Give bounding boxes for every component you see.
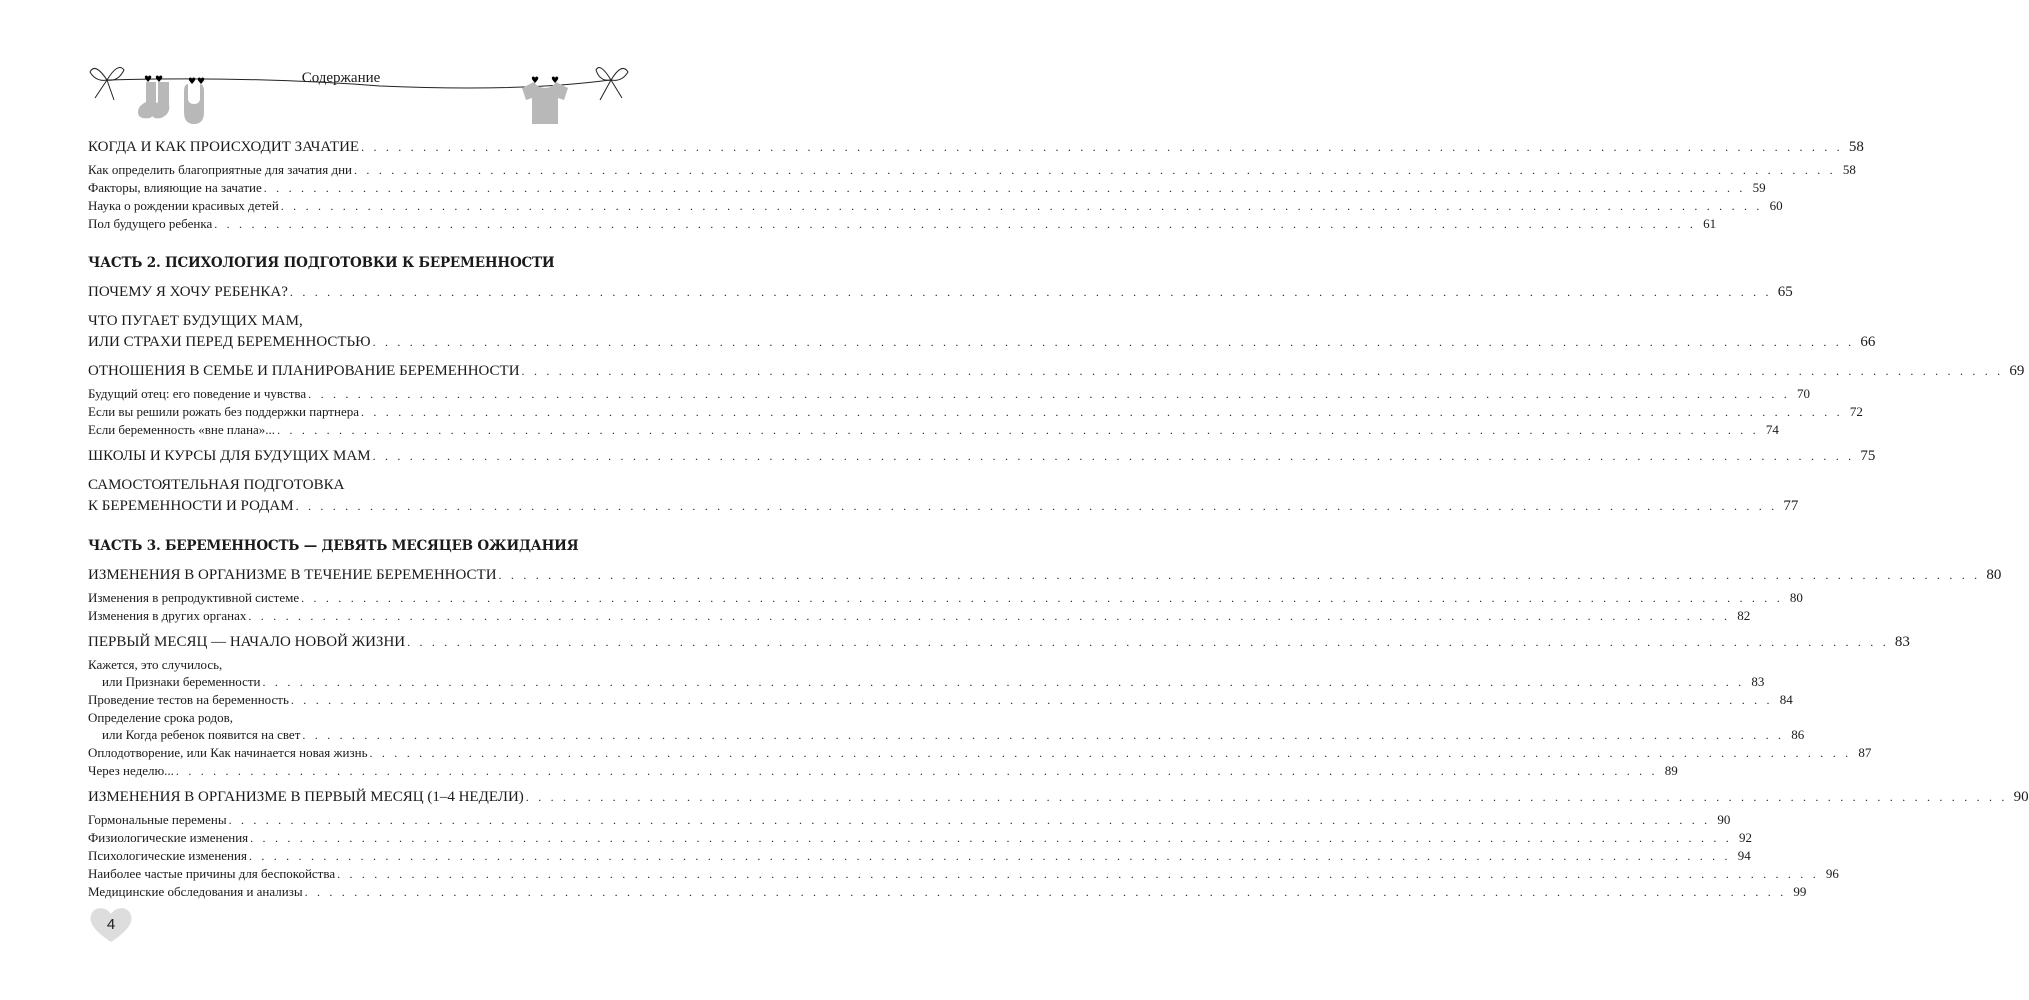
entry-title: Медицинские обследования и анализы: [88, 884, 303, 899]
entry-title: ИЗМЕНЕНИЯ В ОРГАНИЗМЕ В ТЕЧЕНИЕ БЕРЕМЕННОСТИ: [88, 567, 497, 583]
entry-title: ИЗМЕНЕНИЯ В ОРГАНИЗМЕ В ПЕРВЫЙ МЕСЯЦ (1–4 НЕДЕЛИ): [88, 789, 524, 805]
page-header: [0, 0, 682, 130]
toc-chapter-entry[interactable]: [88, 312, 1876, 352]
svg-text:♥: ♥: [551, 76, 560, 86]
entry-title: Оплодотворение, или Как начинается новая жизнь: [88, 745, 368, 760]
dot-leader: . . . . . . . . . . . . . . . . . . . . . . . . . . . . . . . . . . . . . . . . . . . . . . . . . . . . . . . . . . . . . . . . . . . . . . . . . . . . . . . . . . . . . . . . . . . . . . . . . . . . . . . . . . . . . . . . . . . . . . . .: [228, 813, 1711, 827]
toc-section: [88, 536, 2029, 901]
entry-title: Наука о рождении красивых детей: [88, 198, 279, 213]
page-ref: 58: [1842, 162, 1856, 177]
toc-subentry[interactable]: [88, 179, 1766, 197]
entry-title: ЧТО ПУГАЕТ БУДУЩИХ МАМ,: [88, 313, 303, 329]
toc-section: [88, 138, 1864, 233]
toc-subentry[interactable]: [88, 589, 1803, 607]
part-heading: ЧАСТЬ 2. ПСИХОЛОГИЯ ПОДГОТОВКИ К БЕРЕМЕННОСТИ: [88, 255, 555, 271]
toc-subentry[interactable]: [88, 847, 1751, 865]
page-ref: 65: [1777, 284, 1793, 300]
entry-title: Факторы, влияющие на зачатие: [88, 180, 262, 195]
page-number: 4: [106, 916, 116, 933]
dot-leader: . . . . . . . . . . . . . . . . . . . . . . . . . . . . . . . . . . . . . . . . . . . . . . . . . . . . . . . . . . . . . . . . . . . . . . . . . . . . . . . . . . . . . . . . . . . . . . . . . . . . . . . . . . . . . . . . . . . . . . . .: [301, 591, 1783, 605]
entry-title: Если беременность «вне плана»...: [88, 422, 276, 437]
page-ref: 83: [1894, 634, 1910, 650]
dot-leader: . . . . . . . . . . . . . . . . . . . . . . . . . . . . . . . . . . . . . . . . . . . . . . . . . . . . . . . . . . . . . . . . . . . . . . . . . . . . . . . . . . . . . . . . . . . . . . . . . . . . . . . . . . . . . . . . . . . . . . . .: [372, 449, 1855, 463]
page-ref: 77: [1783, 498, 1799, 514]
page-ref: 83: [1751, 674, 1765, 689]
dot-leader: . . . . . . . . . . . . . . . . . . . . . . . . . . . . . . . . . . . . . . . . . . . . . . . . . . . . . . . . . . . . . . . . . . . . . . . . . . . . . . . . . . . . . . . . . . . . . . . . . . . . . . . . . . . . . . . . . . . . . . . .: [263, 181, 1746, 195]
clothesline-decoration: [0, 0, 682, 130]
dot-leader: . . . . . . . . . . . . . . . . . . . . . . . . . . . . . . . . . . . . . . . . . . . . . . . . . . . . . . . . . . . . . . . . . . . . . . . . . . . . . . . . . . . . . . . . . . . . . . . . . . . . . . . . . . . . . . . . . . . . . . . .: [302, 728, 1785, 742]
toc-subentry[interactable]: [88, 811, 1731, 829]
entry-title: Изменения в других органах: [88, 608, 247, 623]
dot-leader: . . . . . . . . . . . . . . . . . . . . . . . . . . . . . . . . . . . . . . . . . . . . . . . . . . . . . . . . . . . . . . . . . . . . . . . . . . . . . . . . . . . . . . . . . . . . . . . . . . . . . . . . . . . . . . . . . . . . . . . .: [290, 693, 1773, 707]
toc-subentry[interactable]: [88, 656, 1765, 691]
entry-title: Наиболее частые причины для беспокойства: [88, 866, 336, 881]
toc-subentry[interactable]: [88, 161, 1856, 179]
toc-subentry[interactable]: [88, 865, 1839, 883]
page-ref: 70: [1796, 386, 1810, 401]
dot-leader: . . . . . . . . . . . . . . . . . . . . . . . . . . . . . . . . . . . . . . . . . . . . . . . . . . . . . . . . . . . . . . . . . . . . . . . . . . . . . . . . . . . . . . . . . . . . . . . . . . . . . . . . . . . . . . . . . . . . . . . .: [361, 405, 1843, 419]
dot-leader: . . . . . . . . . . . . . . . . . . . . . . . . . . . . . . . . . . . . . . . . . . . . . . . . . . . . . . . . . . . . . . . . . . . . . . . . . . . . . . . . . . . . . . . . . . . . . . . . . . . . . . . . . . . . . . . . . . . . . . . .: [354, 163, 1836, 177]
entry-title: Изменения в репродуктивной системе: [88, 590, 300, 605]
page-ref: 96: [1825, 866, 1839, 881]
dot-leader: . . . . . . . . . . . . . . . . . . . . . . . . . . . . . . . . . . . . . . . . . . . . . . . . . . . . . . . . . . . . . . . . . . . . . . . . . . . . . . . . . . . . . . . . . . . . . . . . . . . . . . . . . . . . . . . . . . . . . . . .: [308, 387, 1790, 401]
dot-leader: . . . . . . . . . . . . . . . . . . . . . . . . . . . . . . . . . . . . . . . . . . . . . . . . . . . . . . . . . . . . . . . . . . . . . . . . . . . . . . . . . . . . . . . . . . . . . . . . . . . . . . . . . . . . . . . . . . . . . . . .: [214, 217, 1697, 231]
dot-leader: . . . . . . . . . . . . . . . . . . . . . . . . . . . . . . . . . . . . . . . . . . . . . . . . . . . . . . . . . . . . . . . . . . . . . . . . . . . . . . . . . . . . . . . . . . . . . . . . . . . . . . . . . . . . . . . . . . . . . . . .: [248, 609, 1731, 623]
page-ref: 84: [1779, 692, 1793, 707]
page-ref: 75: [1860, 448, 1876, 464]
entry-title: КОГДА И КАК ПРОИСХОДИТ ЗАЧАТИЕ: [88, 139, 360, 155]
page-ref: 60: [1769, 198, 1783, 213]
page-ref: 89: [1664, 763, 1678, 778]
entry-title: ШКОЛЫ И КУРСЫ ДЛЯ БУДУЩИХ МАМ: [88, 448, 371, 464]
toc-chapter-entry[interactable]: [88, 476, 1799, 516]
toc-subentry[interactable]: [88, 607, 1751, 625]
entry-title: Определение срока родов,: [88, 710, 234, 725]
dot-leader: . . . . . . . . . . . . . . . . . . . . . . . . . . . . . . . . . . . . . . . . . . . . . . . . . . . . . . . . . . . . . . . . . . . . . . . . . . . . . . . . . . . . . . . . . . . . . . . . . . . . . . . . . . . . . . . . . . . . . . . .: [521, 364, 2004, 378]
toc-section: [88, 253, 2025, 516]
entry-title: САМОСТОЯТЕЛЬНАЯ ПОДГОТОВКА: [88, 477, 345, 493]
page-ref: 82: [1737, 608, 1751, 623]
dot-leader: . . . . . . . . . . . . . . . . . . . . . . . . . . . . . . . . . . . . . . . . . . . . . . . . . . . . . . . . . . . . . . . . . . . . . . . . . . . . . . . . . . . . . . . . . . . . . . . . . . . . . . . . . . . . . . . . . . . . . . . .: [248, 849, 1731, 863]
page-ref: 90: [1717, 812, 1731, 827]
toc-subentry[interactable]: [88, 385, 1810, 403]
dot-leader: . . . . . . . . . . . . . . . . . . . . . . . . . . . . . . . . . . . . . . . . . . . . . . . . . . . . . . . . . . . . . . . . . . . . . . . . . . . . . . . . . . . . . . . . . . . . . . . . . . . . . . . . . . . . . . . . . . . . . . . .: [372, 335, 1855, 349]
toc-subentry[interactable]: [88, 709, 1805, 744]
toc-subentry[interactable]: [88, 744, 1872, 762]
shirt-icon: [522, 82, 568, 124]
page-ref: 72: [1849, 404, 1863, 419]
dot-leader: . . . . . . . . . . . . . . . . . . . . . . . . . . . . . . . . . . . . . . . . . . . . . . . . . . . . . . . . . . . . . . . . . . . . . . . . . . . . . . . . . . . . . . . . . . . . . . . . . . . . . . . . . . . . . . . . . . . . . . . .: [280, 199, 1763, 213]
toc-chapter-entry[interactable]: [88, 138, 1864, 157]
page-ref: 58: [1848, 139, 1864, 155]
toc-subentry[interactable]: [88, 762, 1678, 780]
part-heading: ЧАСТЬ 3. БЕРЕМЕННОСТЬ — ДЕВЯТЬ МЕСЯЦЕВ ОЖИДАНИЯ: [88, 538, 579, 554]
entry-title: ПЕРВЫЙ МЕСЯЦ — НАЧАЛО НОВОЙ ЖИЗНИ: [88, 634, 406, 650]
svg-text:♥: ♥: [155, 75, 164, 85]
dot-leader: . . . . . . . . . . . . . . . . . . . . . . . . . . . . . . . . . . . . . . . . . . . . . . . . . . . . . . . . . . . . . . . . . . . . . . . . . . . . . . . . . . . . . . . . . . . . . . . . . . . . . . . . . . . . . . . . . . . . . . . .: [337, 867, 1819, 881]
toc-chapter-entry[interactable]: [88, 633, 1910, 652]
toc-chapter-entry[interactable]: [88, 447, 1876, 466]
page-ref: 87: [1858, 745, 1872, 760]
dot-leader: . . . . . . . . . . . . . . . . . . . . . . . . . . . . . . . . . . . . . . . . . . . . . . . . . . . . . . . . . . . . . . . . . . . . . . . . . . . . . . . . . . . . . . . . . . . . . . . . . . . . . . . . . . . . . . . . . . . . . . . .: [295, 499, 1778, 513]
entry-title: ОТНОШЕНИЯ В СЕМЬЕ И ПЛАНИРОВАНИЕ БЕРЕМЕННОСТИ: [88, 363, 520, 379]
entry-title: Если вы решили рожать без поддержки партнера: [88, 404, 359, 419]
entry-title: Как определить благоприятные для зачатия дни: [88, 162, 353, 177]
svg-text:♥: ♥: [188, 77, 197, 87]
page-ref: 61: [1703, 216, 1717, 231]
dot-leader: . . . . . . . . . . . . . . . . . . . . . . . . . . . . . . . . . . . . . . . . . . . . . . . . . . . . . . . . . . . . . . . . . . . . . . . . . . . . . . . . . . . . . . . . . . . . . . . . . . . . . . . . . . . . . . . . . . . . . . . .: [361, 140, 1843, 154]
toc-subentry[interactable]: [88, 421, 1779, 439]
dot-leader: . . . . . . . . . . . . . . . . . . . . . . . . . . . . . . . . . . . . . . . . . . . . . . . . . . . . . . . . . . . . . . . . . . . . . . . . . . . . . . . . . . . . . . . . . . . . . . . . . . . . . . . . . . . . . . . . . . . . . . . .: [304, 885, 1787, 899]
dot-leader: . . . . . . . . . . . . . . . . . . . . . . . . . . . . . . . . . . . . . . . . . . . . . . . . . . . . . . . . . . . . . . . . . . . . . . . . . . . . . . . . . . . . . . . . . . . . . . . . . . . . . . . . . . . . . . . . . . . . . . . .: [525, 790, 2008, 804]
page-ref: 86: [1791, 727, 1805, 742]
dot-leader: . . . . . . . . . . . . . . . . . . . . . . . . . . . . . . . . . . . . . . . . . . . . . . . . . . . . . . . . . . . . . . . . . . . . . . . . . . . . . . . . . . . . . . . . . . . . . . . . . . . . . . . . . . . . . . . . . . . . . . . .: [277, 423, 1759, 437]
dot-leader: . . . . . . . . . . . . . . . . . . . . . . . . . . . . . . . . . . . . . . . . . . . . . . . . . . . . . . . . . . . . . . . . . . . . . . . . . . . . . . . . . . . . . . . . . . . . . . . . . . . . . . . . . . . . . . . . . . . . . . . .: [175, 764, 1658, 778]
entry-title: Пол будущего ребенка: [88, 216, 213, 231]
dot-leader: . . . . . . . . . . . . . . . . . . . . . . . . . . . . . . . . . . . . . . . . . . . . . . . . . . . . . . . . . . . . . . . . . . . . . . . . . . . . . . . . . . . . . . . . . . . . . . . . . . . . . . . . . . . . . . . . . . . . . . . .: [369, 746, 1852, 760]
socks-icon: [138, 82, 169, 118]
entry-title: Будущий отец: его поведение и чувства: [88, 386, 307, 401]
toc-subentry[interactable]: [88, 691, 1793, 709]
page-ref: 99: [1793, 884, 1807, 899]
page-ref: 80: [1789, 590, 1803, 605]
entry-title: Психологические изменения: [88, 848, 247, 863]
dot-leader: . . . . . . . . . . . . . . . . . . . . . . . . . . . . . . . . . . . . . . . . . . . . . . . . . . . . . . . . . . . . . . . . . . . . . . . . . . . . . . . . . . . . . . . . . . . . . . . . . . . . . . . . . . . . . . . . . . . . . . . .: [262, 675, 1745, 689]
toc-chapter-entry[interactable]: [88, 788, 2029, 807]
page-ref: 69: [2009, 363, 2025, 379]
entry-title: ПОЧЕМУ Я ХОЧУ РЕБЕНКА?: [88, 284, 288, 300]
entry-title: Гормональные перемены: [88, 812, 227, 827]
page-ref: 80: [1986, 567, 2002, 583]
entry-title: Проведение тестов на беременность: [88, 692, 289, 707]
toc-chapter-entry[interactable]: [88, 566, 2002, 585]
entry-title: Физиологические изменения: [88, 830, 249, 845]
toc-chapter-entry[interactable]: [88, 283, 1793, 302]
running-title: Содержание: [301, 70, 381, 86]
entry-title: ИЛИ СТРАХИ ПЕРЕД БЕРЕМЕННОСТЬЮ: [88, 334, 371, 350]
page-ref: 90: [2013, 789, 2029, 805]
page-ref: 59: [1752, 180, 1766, 195]
toc-chapter-entry[interactable]: [88, 362, 2025, 381]
svg-text:♥: ♥: [144, 75, 153, 85]
entry-title: Кажется, это случилось,: [88, 657, 223, 672]
svg-text:♥: ♥: [197, 77, 206, 87]
page-number-badge: [89, 906, 133, 944]
table-of-contents: [88, 138, 2029, 901]
toc-subentry[interactable]: [88, 403, 1863, 421]
dot-leader: . . . . . . . . . . . . . . . . . . . . . . . . . . . . . . . . . . . . . . . . . . . . . . . . . . . . . . . . . . . . . . . . . . . . . . . . . . . . . . . . . . . . . . . . . . . . . . . . . . . . . . . . . . . . . . . . . . . . . . . .: [250, 831, 1732, 845]
toc-subentry[interactable]: [88, 215, 1717, 233]
entry-title: или Признаки беременности: [102, 674, 261, 689]
dot-leader: . . . . . . . . . . . . . . . . . . . . . . . . . . . . . . . . . . . . . . . . . . . . . . . . . . . . . . . . . . . . . . . . . . . . . . . . . . . . . . . . . . . . . . . . . . . . . . . . . . . . . . . . . . . . . . . . . . . . . . . .: [407, 635, 1889, 649]
page-ref: 94: [1737, 848, 1751, 863]
svg-text:♥: ♥: [531, 76, 540, 86]
page-ref: 66: [1860, 334, 1876, 350]
bib-icon: [184, 84, 204, 124]
dot-leader: . . . . . . . . . . . . . . . . . . . . . . . . . . . . . . . . . . . . . . . . . . . . . . . . . . . . . . . . . . . . . . . . . . . . . . . . . . . . . . . . . . . . . . . . . . . . . . . . . . . . . . . . . . . . . . . . . . . . . . . .: [498, 568, 1981, 582]
entry-title: Через неделю...: [88, 763, 174, 778]
page-ref: 92: [1738, 830, 1752, 845]
page-ref: 74: [1765, 422, 1779, 437]
entry-title: или Когда ребенок появится на свет: [102, 727, 301, 742]
toc-subentry[interactable]: [88, 829, 1752, 847]
entry-title: К БЕРЕМЕННОСТИ И РОДАМ: [88, 498, 294, 514]
dot-leader: . . . . . . . . . . . . . . . . . . . . . . . . . . . . . . . . . . . . . . . . . . . . . . . . . . . . . . . . . . . . . . . . . . . . . . . . . . . . . . . . . . . . . . . . . . . . . . . . . . . . . . . . . . . . . . . . . . . . . . . .: [289, 285, 1772, 299]
toc-subentry[interactable]: [88, 883, 1807, 901]
toc-subentry[interactable]: [88, 197, 1783, 215]
